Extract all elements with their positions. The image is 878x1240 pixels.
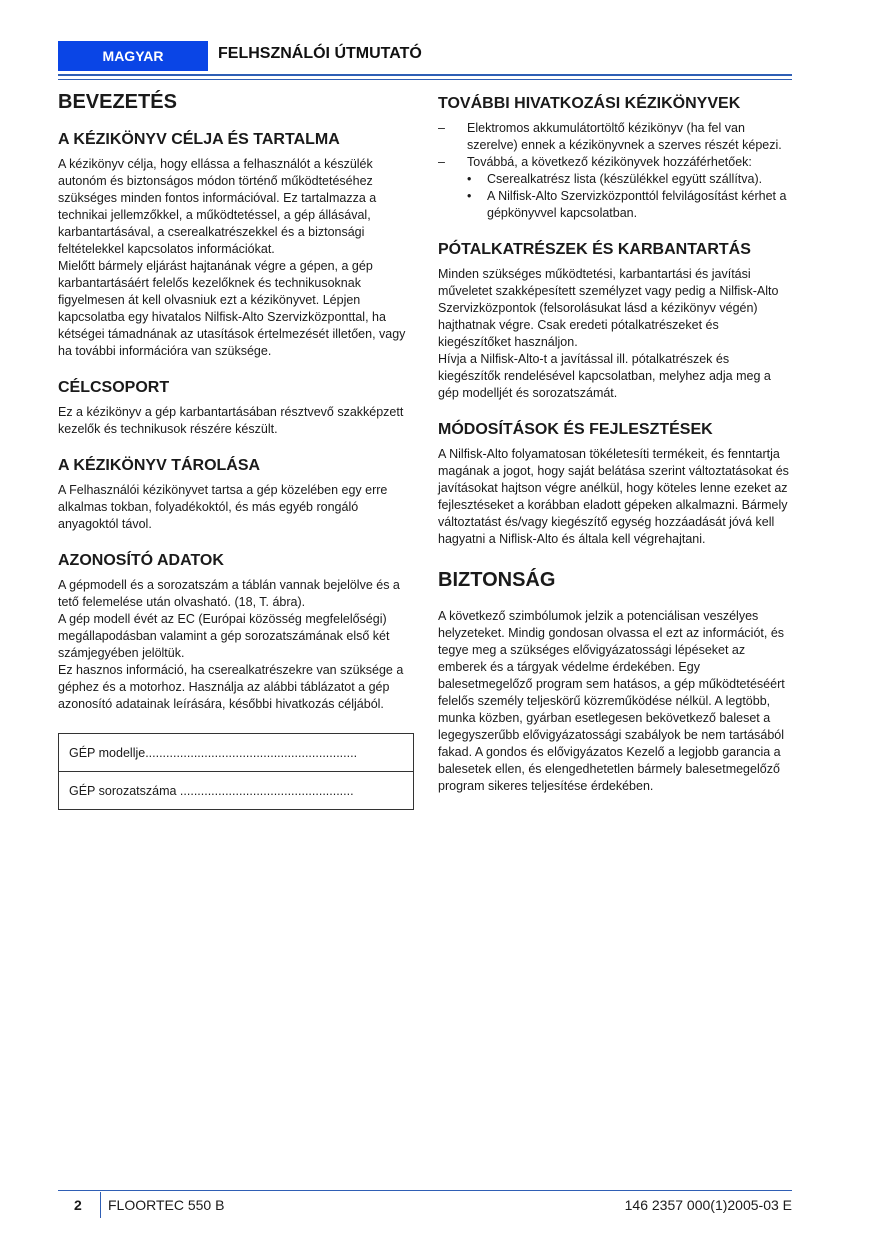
page-number: 2 <box>74 1197 82 1213</box>
machine-model-row: GÉP modellje............................................................. <box>69 745 358 760</box>
paragraph: Ez hasznos információ, ha cserealkatrészekre van szüksége a géphez és a motorhoz. Használja az alábbi táblázatot a gép azonosító adatainak leírására, későbbi hivatkozás céljából. <box>58 663 404 711</box>
paragraph: Ez a kézikönyv a gép karbantartásában résztvevő szakképzett kezelők és technikusok részére készült. <box>58 405 404 436</box>
list-item <box>438 120 792 154</box>
section-heading: A KÉZIKÖNYV TÁROLÁSA <box>58 457 261 474</box>
section-other-manuals <box>438 94 792 222</box>
serial-number-row: GÉP sorozatszáma .................................................. <box>59 771 413 809</box>
manual-list <box>438 120 792 222</box>
footer-divider <box>100 1192 101 1218</box>
product-model: FLOORTEC 550 B <box>108 1197 225 1213</box>
dash-marker: – <box>438 155 445 169</box>
section-storage <box>58 456 412 533</box>
sub-list <box>467 171 792 222</box>
section-identification <box>58 551 412 810</box>
left-column <box>58 88 412 828</box>
sub-list-item-text: Cserealkatrész lista (készülékkel együtt szállítva). <box>487 172 763 186</box>
sub-list-item <box>467 188 792 222</box>
paragraph: A gépmodell és a sorozatszám a táblán vannak bejelölve és a tető felemelése után olvasható. (18, T. ábra). <box>58 578 400 609</box>
section-modifications <box>438 420 792 548</box>
section-target-group <box>58 378 412 438</box>
section-safety <box>438 566 792 795</box>
page-title: BEVEZETÉS <box>58 91 177 113</box>
sub-list-item <box>467 171 792 188</box>
paragraph: Mielőtt bármely eljárást hajtanának végre a gépen, a gép karbantartásáért felelős kezelőknek és technikusoknak figyelmesen át kell olvasniuk ezt a kézikönyvet. Lépjen kapcsolatba egy hivatalos Nilfisk-Alto Szervizközponttal, ha kétségei támadnának az utasítások értelmezését illetően, vagy ha további információra van szüksége. <box>58 259 406 358</box>
list-item-text: Elektromos akkumulátortöltő kézikönyv (ha fel van szerelve) ennek a kézikönyvnek a szerves részét képezi. <box>467 121 782 152</box>
paragraph: A kézikönyv célja, hogy ellássa a felhasználót a készülék autonóm és biztonságos módon történő működtetéséhez szükséges minden fontos információval. Ez tartalmazza a technikai jellemzőkkel, a működtetéssel, a gép állásával, karbantartásával, a cserealkatrészekkel és a biztonsági feltételekkel kapcsolatos információkat. <box>58 157 377 256</box>
section-heading: PÓTALKATRÉSZEK ÉS KARBANTARTÁS <box>438 241 751 258</box>
section-spare-parts <box>438 240 792 402</box>
dash-marker: – <box>438 121 445 135</box>
list-item-text: Továbbá, a következő kézikönyvek hozzáférhetőek: <box>467 155 752 169</box>
header-rule-thin <box>58 79 792 80</box>
paragraph: A következő szimbólumok jelzik a potenciálisan veszélyes helyzeteket. Mindig gondosan olvassa el ezt az információt, és tegye meg a szükséges elővigyázatossági lépéseket az emberek és a tárgyak védelme érdekében. Egy balesetmegelőző program sem hatásos, a gép működtetéséért felelős személy teljeskörű közreműködése nélkül. A legtöbb, munka közben, gyárban esetlegesen bekövetkező baleset a legegyszerűbb elővigyázatossági szabályok be nem tartásából fakad. A gondos és elővigyázatos Kezelő a legjobb garancia a balesetek ellen, és elengedhetetlen bármely balesetmegelőző program sikeres teljesítése érdekében. <box>438 609 785 793</box>
section-purpose <box>58 130 412 360</box>
section-heading: AZONOSÍTÓ ADATOK <box>58 552 224 569</box>
list-item <box>438 154 792 222</box>
section-heading: MÓDOSÍTÁSOK ÉS FEJLESZTÉSEK <box>438 421 713 438</box>
paragraph: A gép modell évét az EC (Európai közösség megfelelőségi) megállapodásban valamint a gép sorozatszámának első két számjegyében jelöltük. <box>58 612 390 660</box>
paragraph: A Felhasználói kézikönyvet tartsa a gép közelében egy erre alkalmas tokban, folyadékoktól, és más egyéb rongáló anyagoktól távol. <box>58 483 388 531</box>
right-column <box>438 88 792 813</box>
section-heading: CÉLCSOPORT <box>58 379 170 396</box>
bullet-marker: • <box>467 172 472 186</box>
footer-rule <box>58 1190 792 1191</box>
section-heading: A KÉZIKÖNYV CÉLJA ÉS TARTALMA <box>58 131 340 148</box>
sub-list-item-text: A Nilfisk-Alto Szervizközponttól felvilágosítást kérhet a gépkönyvvel kapcsolatban. <box>487 189 787 220</box>
header-rule <box>58 74 792 76</box>
safety-title: BIZTONSÁG <box>438 569 556 591</box>
paragraph: Minden szükséges működtetési, karbantartási és javítási műveletet szakképesített személyzet vagy pedig a Nilfisk-Alto Szervizközpontok (felsorolásukat lásd a kézikönyv végén) hajthatnak végre. Csak eredeti pótalkatrészeket és kiegészítőket használjon. <box>438 267 779 349</box>
manual-title: FELHSZNÁLÓI ÚTMUTATÓ <box>218 45 422 62</box>
identification-table <box>58 733 414 810</box>
bullet-marker: • <box>467 189 472 203</box>
section-heading: TOVÁBBI HIVATKOZÁSI KÉZIKÖNYVEK <box>438 95 741 112</box>
language-tab: MAGYAR <box>58 41 208 71</box>
paragraph: Hívja a Nilfisk-Alto-t a javítással ill. pótalkatrészek és kiegészítők rendelésével kapcsolatban, melyhez adja meg a gép modelljét és sorozatszámát. <box>438 352 771 400</box>
paragraph: A Nilfisk-Alto folyamatosan tökéletesíti termékeit, és fenntartja magának a jogot, hogy saját belátása szerint változtatásokat és javításokat hajtson végre anélkül, hogy köteles lenne ezeket az fejlesztéseket a korábban eladott gépeken alkalmazni. Bármely változtatást és/vagy kiegészítő egység hozzáadását jóvá kell hagyatni a Niflisk-Alto és általa kell végrehajtani. <box>438 447 789 546</box>
document-code: 146 2357 000(1)2005-03 E <box>624 1197 792 1213</box>
